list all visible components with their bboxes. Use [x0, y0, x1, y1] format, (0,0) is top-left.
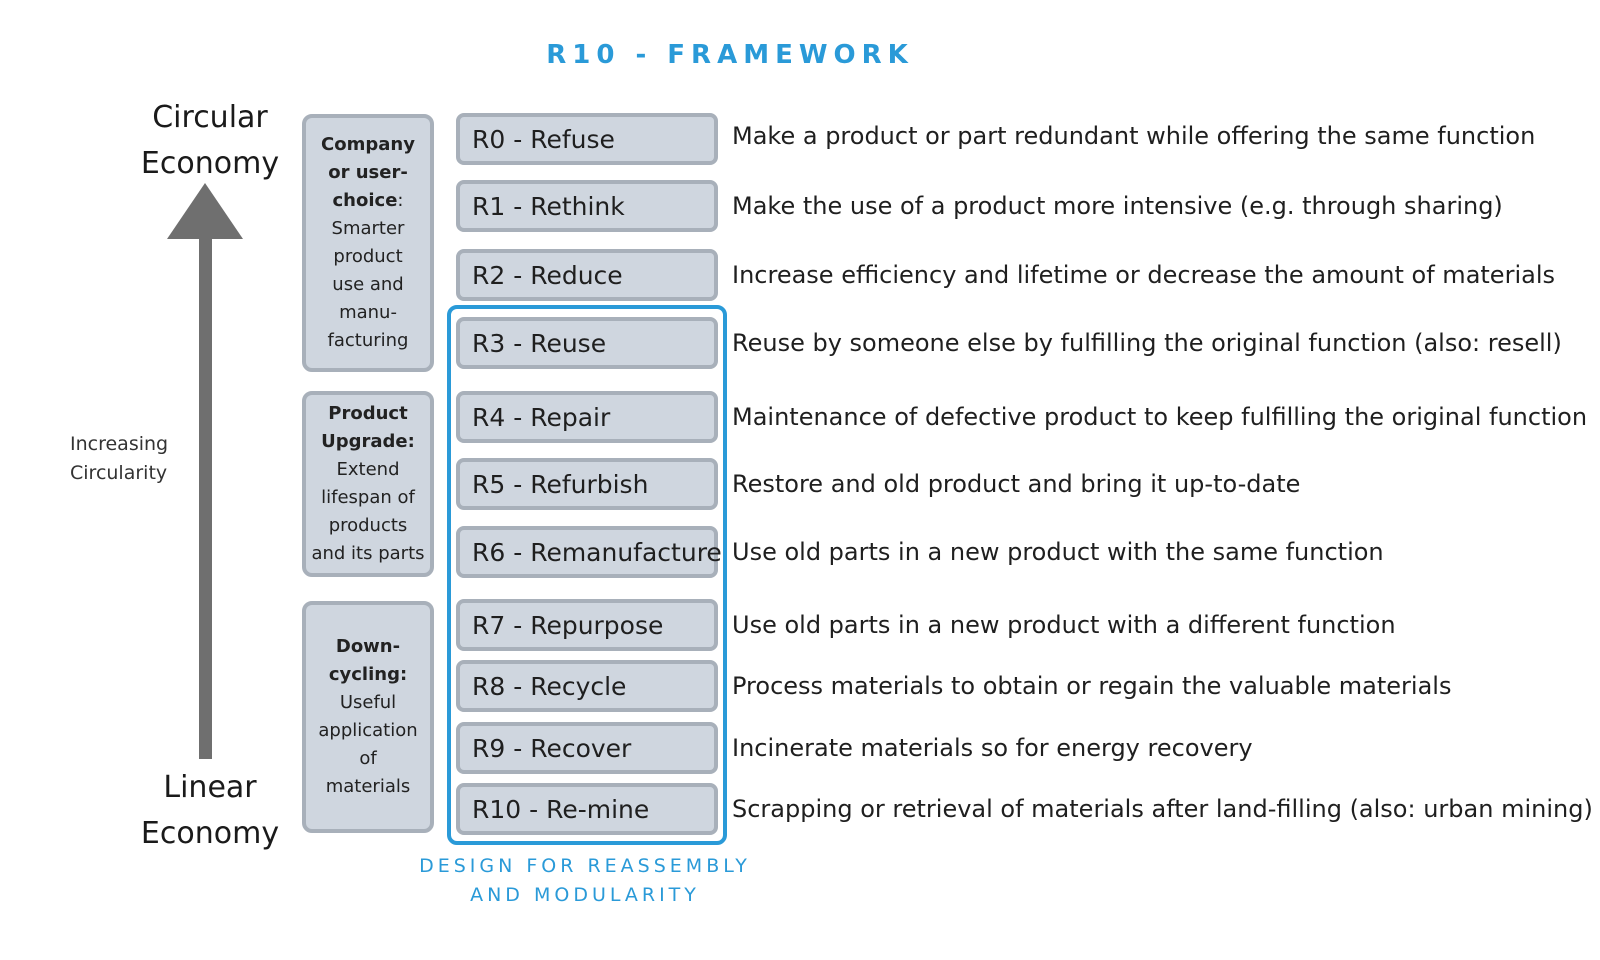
- strategy-box-r8: R8 - Recycle: [456, 660, 718, 712]
- strategy-box-r9: R9 - Recover: [456, 722, 718, 774]
- strategy-description-r4: Maintenance of defective product to keep fulfilling the original function: [732, 403, 1588, 431]
- strategy-box-r1: R1 - Rethink: [456, 180, 718, 232]
- strategy-box-r6: R6 - Remanufacture: [456, 526, 718, 578]
- strategy-description-r6: Use old parts in a new product with the same function: [732, 538, 1384, 566]
- strategy-box-r5: R5 - Refurbish: [456, 458, 718, 510]
- strategy-description-r0: Make a product or part redundant while offering the same function: [732, 122, 1536, 150]
- strategy-box-r7: R7 - Repurpose: [456, 599, 718, 651]
- strategy-description-r5: Restore and old product and bring it up-to-date: [732, 470, 1301, 498]
- strategy-box-r3: R3 - Reuse: [456, 317, 718, 369]
- linear-economy-label: Linear Economy: [140, 770, 280, 851]
- design-for-reassembly-caption: DESIGN FOR REASSEMBLY AND MODULARITY: [419, 855, 751, 906]
- strategy-box-r4: R4 - Repair: [456, 391, 718, 443]
- strategy-box-r2: R2 - Reduce: [456, 249, 718, 301]
- arrow-shaft: [199, 237, 212, 759]
- group-down-cycling: Down-cycling: Useful application of materials: [302, 601, 434, 833]
- strategy-box-r0: R0 - Refuse: [456, 113, 718, 165]
- group-product-upgrade: Product Upgrade: Extend lifespan of products and its parts: [302, 391, 434, 577]
- strategy-description-r2: Increase efficiency and lifetime or decrease the amount of materials: [732, 261, 1555, 289]
- strategy-description-r3: Reuse by someone else by fulfilling the original function (also: resell): [732, 329, 1562, 357]
- framework-title: R10 - FRAMEWORK: [546, 40, 914, 70]
- strategy-description-r7: Use old parts in a new product with a different function: [732, 611, 1396, 639]
- increasing-circularity-label: Increasing Circularity: [70, 433, 169, 484]
- strategy-description-r10: Scrapping or retrieval of materials after land-filling (also: urban mining): [732, 795, 1593, 823]
- strategy-description-r9: Incinerate materials so for energy recovery: [732, 734, 1253, 762]
- circular-economy-label: Circular Economy: [140, 100, 280, 181]
- strategy-description-r8: Process materials to obtain or regain the valuable materials: [732, 672, 1452, 700]
- strategy-description-r1: Make the use of a product more intensive (e.g. through sharing): [732, 192, 1503, 220]
- group-user-choice: Company or user-choice: Smarter product use and manu-facturing: [302, 114, 434, 372]
- arrow-up-icon: [167, 183, 243, 239]
- strategy-box-r10: R10 - Re-mine: [456, 783, 718, 835]
